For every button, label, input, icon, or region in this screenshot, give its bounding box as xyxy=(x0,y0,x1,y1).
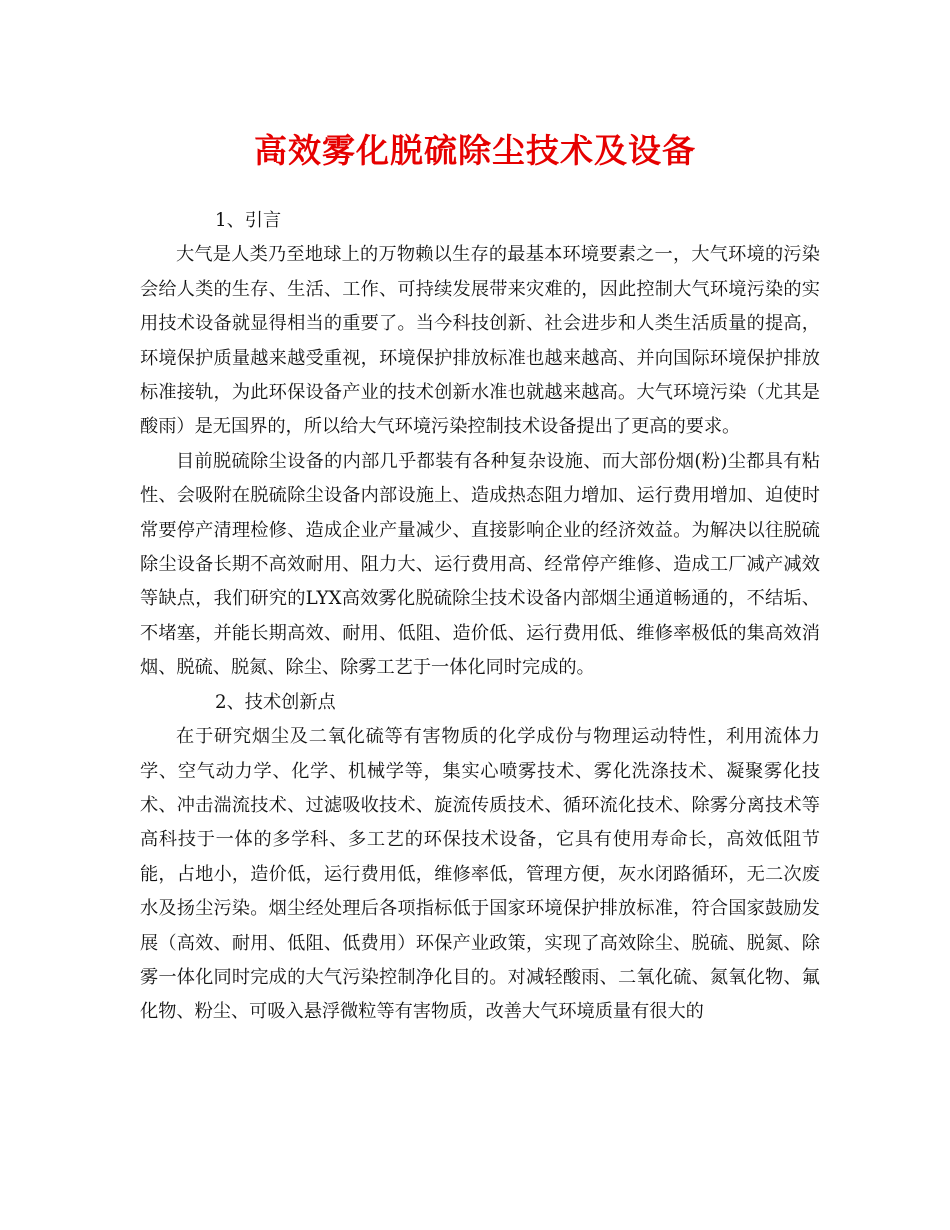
document-title: 高效雾化脱硫除尘技术及设备 xyxy=(254,131,696,170)
document-body xyxy=(140,204,820,1030)
paragraph: 大气是人类乃至地球上的万物赖以生存的最基本环境要素之一，大气环境的污染会给人类的生存、生活、工作、可持续发展带来灾难的，因此控制大气环境污染的实用技术设备就显得相当的重要了。当今科技创新、社会进步和人类生活质量的提高，环境保护质量越来越受重视，环境保护排放标准也越来越高、并向国际环境保护排放标准接轨，为此环保设备产业的技术创新水准也就越来越高。大气环境污染（尤其是酸雨）是无国界的，所以给大气环境污染控制技术设备提出了更高的要求。 xyxy=(140,244,820,438)
section-heading-innovation: 2、技术创新点 xyxy=(215,691,336,713)
paragraph: 目前脱硫除尘设备的内部几乎都装有各种复杂设施、而大部份烟(粉)尘都具有粘性、会吸附在脱硫除尘设备内部设施上、造成热态阻力增加、运行费用增加、迫使时常要停产清理检修、造成企业产量减少、直接影响企业的经济效益。为解决以往脱硫除尘设备长期不高效耐用、阻力大、运行费用高、经常停产维修、造成工厂减产减效等缺点，我们研究的LYX高效雾化脱硫除尘技术设备内部烟尘通道畅通的，不结垢、不堵塞，并能长期高效、耐用、低阻、造价低、运行费用低、维修率极低的集高效消烟、脱硫、脱氮、除尘、除雾工艺于一体化同时完成的。 xyxy=(140,450,820,679)
paragraph: 在于研究烟尘及二氧化硫等有害物质的化学成份与物理运动特性，利用流体力学、空气动力学、化学、机械学等，集实心喷雾技术、雾化洗涤技术、凝聚雾化技术、冲击湍流技术、过滤吸收技术、旋流传质技术、循环流化技术、除雾分离技术等高科技于一体的多学科、多工艺的环保技术设备，它具有使用寿命长，高效低阻节能，占地小，造价低，运行费用低，维修率低，管理方便，灰水闭路循环，无二次废水及扬尘污染。烟尘经处理后各项指标低于国家环境保护排放标准，符合国家鼓励发展（高效、耐用、低阻、低费用）环保产业政策，实现了高效除尘、脱硫、脱氮、除雾一体化同时完成的大气污染控制净化目的。对减轻酸雨、二氧化硫、氮氧化物、氟化物、粉尘、可吸入悬浮微粒等有害物质，改善大气环境质量有很大的 xyxy=(140,726,820,1023)
section-heading-intro: 1、引言 xyxy=(215,210,282,231)
